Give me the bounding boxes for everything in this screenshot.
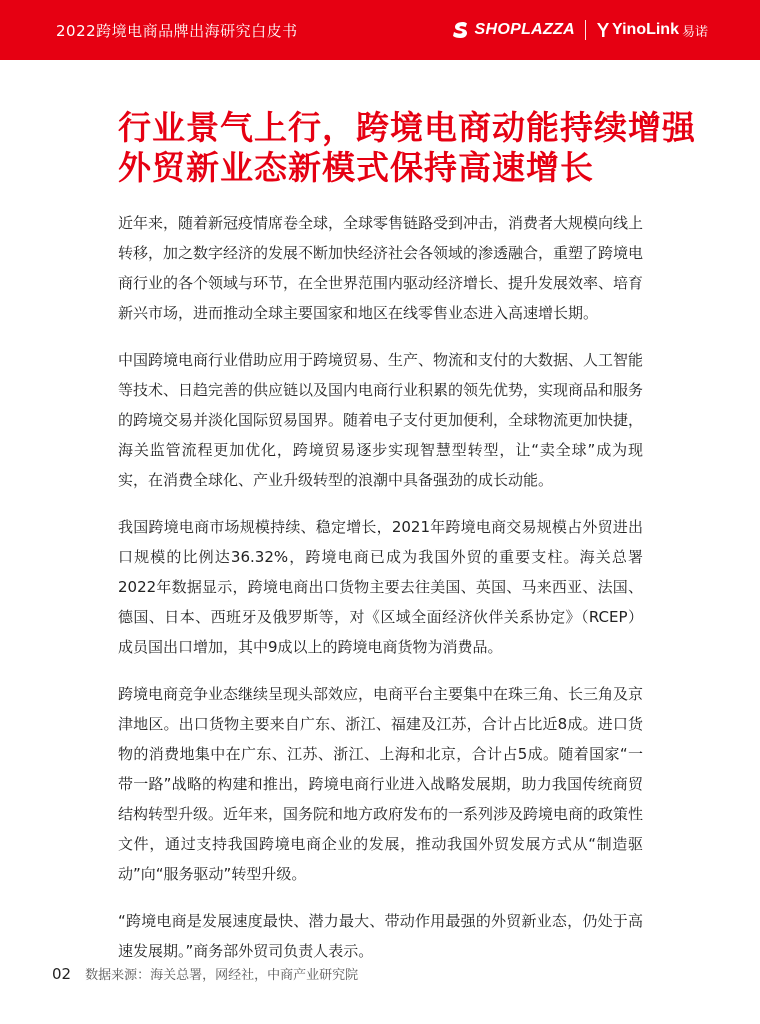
header-bar — [0, 0, 760, 60]
yinolink-icon — [596, 21, 610, 39]
section-title — [118, 108, 718, 188]
paragraph: 近年来，随着新冠疫情席卷全球，全球零售链路受到冲击，消费者大规模向线上转移，加之数字经济的发展不断加快经济社会各领域的渗透融合，重塑了跨境电商行业的各个领域与环节，在全世界范围内驱动经济增长、提升发展效率、培育新兴市场，进而推动全球主要国家和地区在线零售业态进入高速增长期。 — [118, 214, 644, 322]
shoplazza-logo — [450, 20, 575, 40]
paragraph: “跨境电商是发展速度最快、潜力最大、带动作用最强的外贸新业态，仍处于高速发展期。”商务部外贸司负责人表示。 — [118, 912, 643, 960]
page-number: 02 — [52, 965, 72, 983]
data-source-note: 数据来源：海关总署，网经社，中商产业研究院 — [85, 968, 359, 983]
shoplazza-icon — [450, 20, 470, 40]
section-title-line-2: 外贸新业态新模式保持高速增长 — [118, 148, 594, 187]
yinolink-wordmark: YinoLink — [612, 21, 679, 38]
paragraph: 我国跨境电商市场规模持续、稳定增长，2021年跨境电商交易规模占外贸进出口规模的比例达36.32%，跨境电商已成为我国外贸的重要支柱。海关总署2022年数据显示，跨境电商出口货物主要去往美国、英国、马来西亚、法国、德国、日本、西班牙及俄罗斯等，对《区域全面经济伙伴关系协定》（RCEP）成员国出口增加，其中9成以上的跨境电商货物为消费品。 — [118, 518, 643, 656]
shoplazza-wordmark: SHOPLAZZA — [474, 21, 576, 38]
partner-logos — [450, 16, 708, 44]
page-footer — [52, 964, 358, 983]
paragraph: 跨境电商竞争业态继续呈现头部效应，电商平台主要集中在珠三角、长三角及京津地区。出口货物主要来自广东、浙江、福建及江苏，合计占比近8成。进口货物的消费地集中在广东、江苏、浙江、上海和北京，合计占5成。随着国家“一带一路”战略的构建和推出，跨境电商行业进入战略发展期，助力我国传统商贸结构转型升级。近年来，国务院和地方政府发布的一系列涉及跨境电商的政策性文件，通过支持我国跨境电商企业的发展，推动我国外贸发展方式从“制造驱动”向“服务驱动”转型升级。 — [118, 685, 644, 883]
yinolink-logo — [596, 21, 708, 40]
logo-divider — [585, 20, 586, 40]
paragraph: 中国跨境电商行业借助应用于跨境贸易、生产、物流和支付的大数据、人工智能等技术、日趋完善的供应链以及国内电商行业积累的领先优势，实现商品和服务的跨境交易并淡化国际贸易国界。随着电子支付更加便利，全球物流更加快捷，海关监管流程更加优化，跨境贸易逐步实现智慧型转型，让“卖全球”成为现实，在消费全球化、产业升级转型的浪潮中具备强劲的成长动能。 — [118, 351, 644, 489]
section-title-line-1: 行业景气上行，跨境电商动能持续增强 — [118, 108, 696, 147]
document-title: 2022跨境电商品牌出海研究白皮书 — [56, 22, 298, 40]
yinolink-chinese-name: 易诺 — [681, 24, 708, 40]
body-text — [118, 208, 643, 983]
